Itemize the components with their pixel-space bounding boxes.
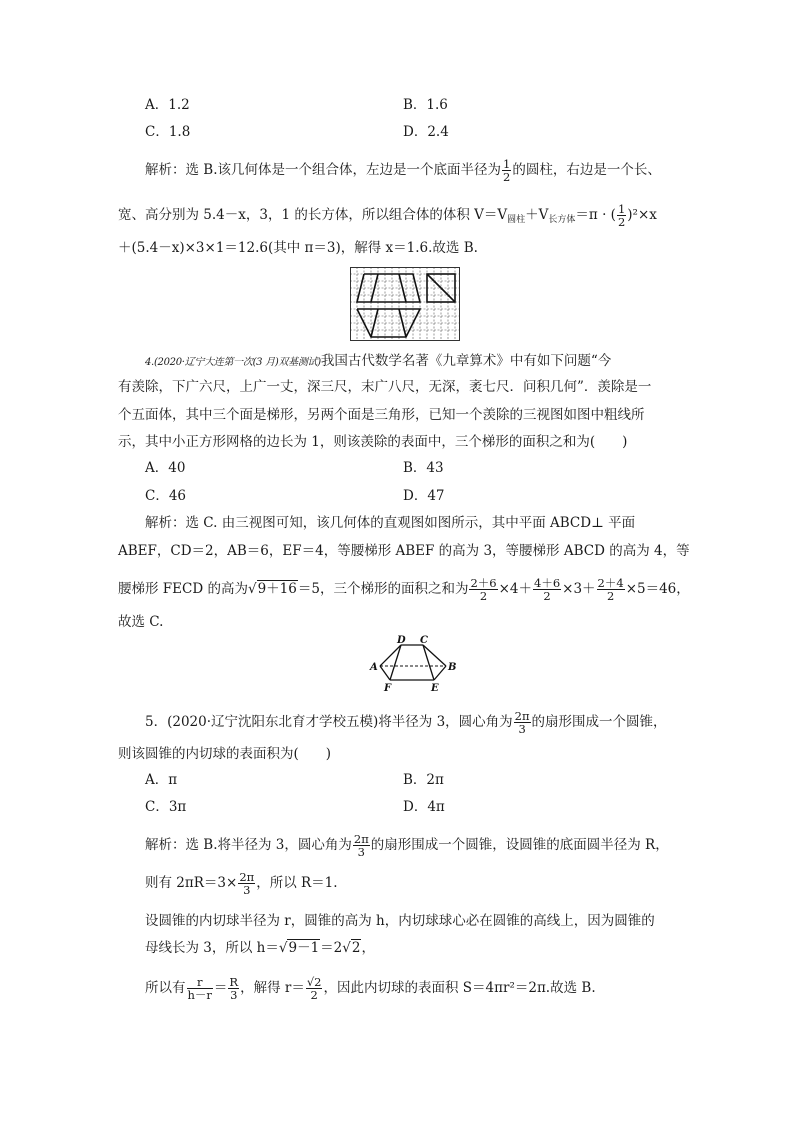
q5-stem-line-1: 5．(2020·辽宁沈阳东北育才学校五模)将半径为 3，圆心角为 $\frac{2\pi}{3}$ 的扇形围成一个圆锥， [145,709,667,736]
three-view-figure [350,267,460,341]
solid-figure [368,635,458,695]
fraction: $\frac{2\pi}{3}$ [239,870,255,897]
q5-stem-line-2: 则该圆锥的内切球的表面积为( ) [118,746,332,762]
option-d: D．4π [403,799,445,815]
q3-solution-line-3: ＋(5.4－x)×3×1＝12.6(其中 π＝3)，解得 x＝1.6.故选 B. [118,240,478,256]
option-d: D．2.4 [403,124,449,140]
q4-stem-line-4: 示，其中小正方形网格的边长为 1，则该羡除的表面中，三个梯形的面积之和为( ) [118,434,628,450]
vertex-label: D [397,635,406,646]
fraction: $\frac{R}{3}$ [229,975,239,1002]
option-b: B．2π [403,772,444,788]
fraction: $\frac{r}{h-r}$ [187,975,212,1002]
option-a: A．π [145,772,178,788]
q5-solution-line-2: 则有 2πR＝3× $\frac{2\pi}{3}$ ，所以 R＝1. [145,870,338,897]
q5-solution-line-4: 母线长为 3，所以 h＝√9－1＝2√2， [145,940,375,956]
option-c: C．1.8 [145,124,191,140]
q4-solution-line-3: 腰梯形 FECD 的高为√9＋16＝5，三个梯形的面积之和为 $\frac{2+6}{2}$ ×4＋ $\frac{4+6}{2}$ ×3＋ $\frac{2+4}{2}$ ×5＝46， [118,576,690,603]
q4-stem-line-2: 有羡除，下广六尺，上广一丈，深三尺，末广八尺，无深，袤七尺．问积几何”．羡除是一 [118,379,652,395]
vertex-label: C [420,635,428,646]
q5-solution-line-3: 设圆锥的内切球半径为 r，圆锥的高为 h，内切球球心必在圆锥的高线上，因为圆锥的 [145,913,655,929]
vertex-label: A [370,662,378,673]
fraction: $\frac{4+6}{2}$ [534,576,561,603]
q4-solution-line-2: ABEF，CD＝2，AB＝6，EF＝4，等腰梯形 ABEF 的高为 3，等腰梯形 ABCD 的高为 4，等 [118,543,690,559]
q4-solution-line-1: 解析：选 C. 由三视图可知，该几何体的直观图如图所示，其中平面 ABCD⊥ 平面 [145,515,636,531]
fraction: $\frac{2+4}{2}$ [597,576,624,603]
fraction: $\frac{2+6}{2}$ [470,576,497,603]
q3-solution-line-2: 宽、高分别为 5.4－x，3，1 的长方体，所以组合体的体积 $V=V_{圆柱}+V_{长方体}=\pi$ · ( $\frac{1}{2}$ )²×x [118,202,657,229]
option-c: C．3π [145,799,187,815]
option-d: D．47 [403,488,445,504]
fraction: $\frac{√2}{2}$ [306,975,322,1002]
vertex-label: F [384,683,392,694]
option-a: A．40 [145,460,186,476]
q5-solution-line-5: 所以有 $\frac{r}{h-r}$ ＝ $\frac{R}{3}$ ，解得 r＝ $\frac{√2}{2}$ ，因此内切球的表面积 S＝4πr²＝2π.故选 B. [145,975,596,1002]
q4-solution-line-4: 故选 C. [118,614,164,630]
q5-solution-line-1: 解析：选 B.将半径为 3，圆心角为 $\frac{2\pi}{3}$ 的扇形围成一个圆锥，设圆锥的底面圆半径为 R， [145,832,669,859]
fraction: $\frac{1}{2}$ [503,157,511,184]
option-c: C．46 [145,488,187,504]
q3-solution-line-1: 解析：选 B.该几何体是一个组合体，左边是一个底面半径为 $\frac{1}{2}$ 的圆柱，右边是一个长、 [145,157,661,184]
option-b: B．43 [403,460,444,476]
q4-stem-line-1: 4.(2020·辽宁大连第一次(3 月)双基测试)我国古代数学名著《九章算术》中有如下问题“今 [145,353,612,369]
option-a: A．1.2 [145,97,190,113]
vertex-label: B [448,662,457,673]
fraction: $\frac{2\pi}{3}$ [514,709,530,736]
q4-stem-line-3: 个五面体，其中三个面是梯形，另两个面是三角形，已知一个羡除的三视图如图中粗线所 [118,407,645,423]
fraction: $\frac{1}{2}$ [617,202,626,229]
option-b: B．1.6 [403,97,448,113]
vertex-label: E [431,683,439,694]
fraction: $\frac{2\pi}{3}$ [353,832,369,859]
